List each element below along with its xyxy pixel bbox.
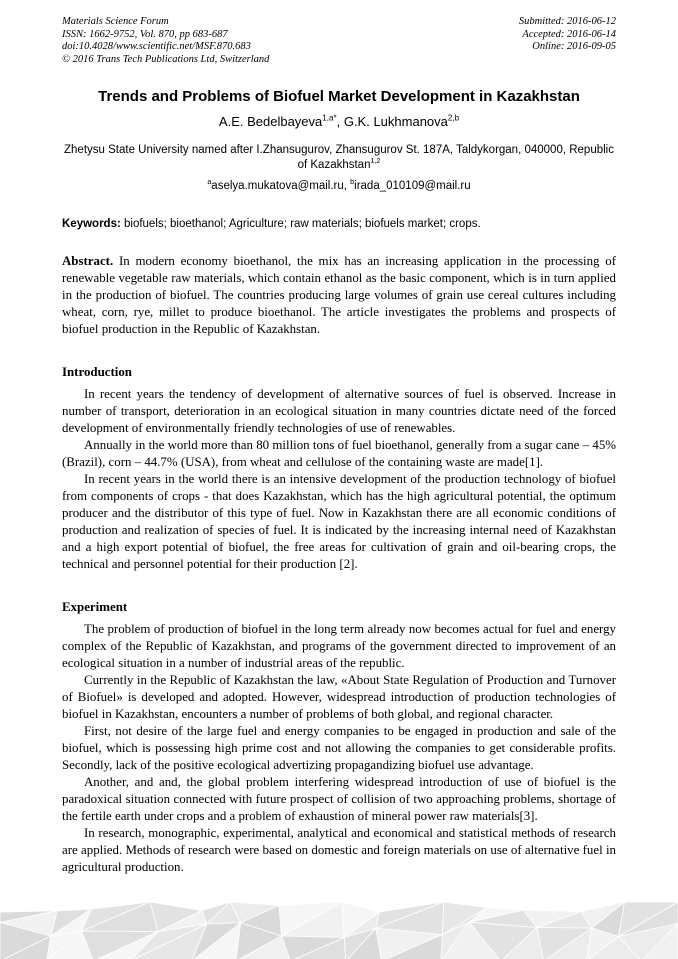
journal-name: Materials Science Forum bbox=[62, 16, 169, 27]
keywords-label: Keywords: bbox=[62, 218, 121, 230]
section-introduction bbox=[62, 364, 616, 573]
journal-copyright: © 2016 Trans Tech Publications Ltd, Switzerland bbox=[62, 53, 270, 65]
affiliation-text: Zhetysu State University named after I.Zhansugurov, Zhansugurov St. 187A, Taldykorgan, 040000, Republic of Kazakhstan bbox=[64, 144, 614, 171]
introduction-paragraph-1: In recent years the tendency of development of alternative sources of fuel is observed. Increase in number of transport, deterioration in an ecological situation in many countries dictate need of the forced development of environmentally friendly technologies of use of renewables. bbox=[62, 387, 616, 435]
abstract-paragraph bbox=[62, 253, 616, 338]
experiment-paragraph-5: In research, monographic, experimental, analytical and economical and statistical methods of research are applied. Methods of research were based on domestic and foreign materials on use of alternative fuel in agricultural production. bbox=[62, 826, 616, 874]
abstract-text: In modern economy bioethanol, the mix has an increasing application in the processing of renewable vegetable raw materials, which contain ethanol as the basic component, which is in turn applied in the production of biofuel. The countries producing large volumes of grain use cereal cultures including wheat, corn, rye, millet to produce bioethanol. The article investigates the problems and prospects of biofuel production in the Republic of Kazakhstan. bbox=[62, 254, 616, 336]
section-experiment bbox=[62, 599, 616, 876]
email-superscript-b: b bbox=[350, 178, 355, 187]
emails-line bbox=[62, 179, 616, 193]
submitted-date: Submitted: 2016-06-12 bbox=[518, 16, 616, 27]
online-date: Online: 2016-09-05 bbox=[532, 41, 616, 52]
author-separator: , bbox=[336, 114, 344, 129]
author-superscript-1: 1,a* bbox=[322, 113, 337, 123]
footer-low-poly-decoration bbox=[0, 901, 678, 959]
journal-doi: doi:10.4028/www.scientific.net/MSF.870.683 bbox=[62, 41, 251, 52]
introduction-paragraph-2: Annually in the world more than 80 million tons of fuel bioethanol, generally from a sugar cane – 45% (Brazil), corn – 44.7% (USA), from wheat and cellulose of the containing waste are made[1]. bbox=[62, 438, 616, 469]
author-name-1: A.E. Bedelbayeva bbox=[218, 114, 323, 129]
paper-title: Trends and Problems of Biofuel Market Development in Kazakhstan bbox=[98, 88, 580, 105]
experiment-paragraph-3: First, not desire of the large fuel and energy companies to be engaged in production and sale of the biofuel, which is possessing high prime cost and not allowing the companies to get considerable profits. Secondly, lack of the positive ecological advertizing propagandizing biofuel use advantage. bbox=[62, 724, 616, 772]
submission-dates-block bbox=[519, 16, 616, 66]
author-superscript-2: 2,b bbox=[447, 113, 460, 123]
affiliation-superscript: 1,2 bbox=[370, 156, 381, 165]
keywords-line bbox=[62, 217, 616, 231]
authors-line bbox=[62, 113, 616, 130]
email-superscript-a: a bbox=[207, 178, 212, 187]
experiment-paragraph-2: Currently in the Republic of Kazakhstan the law, «About State Regulation of Production and Turnover of Biofuel» is developed and adopted. However, widespread introduction of production technologies of biofuel in Kazakhstan, encounters a number of problems of both global, and regional character. bbox=[62, 673, 616, 721]
journal-info-block bbox=[62, 16, 269, 66]
introduction-paragraph-3: In recent years in the world there is an intensive development of the production technology of biofuel from components of crops - that does Kazakhstan, which has the high agricultural potential, the optimum producer and the distributor of this type of fuel. Now in Kazakhstan there are all economic conditions of production and realization of species of fuel. It is indicated by the increasing internal need of Kazakhstan and a high export potential of biofuel, the free areas for cultivation of grain and oil-bearing crops, the technical and personnel potential for their production [2]. bbox=[62, 472, 616, 571]
accepted-date: Accepted: 2016-06-14 bbox=[522, 28, 616, 40]
email-address-1: aselya.mukatova@mail.ru, bbox=[211, 180, 351, 192]
experiment-paragraph-4: Another, and and, the global problem interfering widespread introduction of use of biofuel is the paradoxical situation connected with future prospect of collision of two approaching problems, shortage of the fertile earth under crops and a problem of exhaustion of mineral power raw materials[3]. bbox=[62, 775, 616, 823]
experiment-heading: Experiment bbox=[62, 600, 128, 614]
experiment-paragraph-1: The problem of production of biofuel in the long term already now becomes actual for fuel and energy complex of the Republic of Kazakhstan, and programs of the government directed to improvement of an ecological situation in a number of industrial areas of the republic. bbox=[62, 622, 616, 670]
introduction-heading: Introduction bbox=[62, 365, 132, 379]
email-address-2: irada_010109@mail.ru bbox=[354, 180, 471, 192]
journal-header bbox=[62, 16, 616, 66]
author-name-2: G.K. Lukhmanova bbox=[343, 114, 448, 129]
keywords-text: biofuels; bioethanol; Agriculture; raw materials; biofuels market; crops. bbox=[120, 218, 481, 230]
journal-issn-volume: ISSN: 1662-9752, Vol. 870, pp 683-687 bbox=[62, 28, 228, 40]
abstract-label: Abstract. bbox=[62, 254, 114, 268]
affiliation-line bbox=[62, 143, 616, 172]
